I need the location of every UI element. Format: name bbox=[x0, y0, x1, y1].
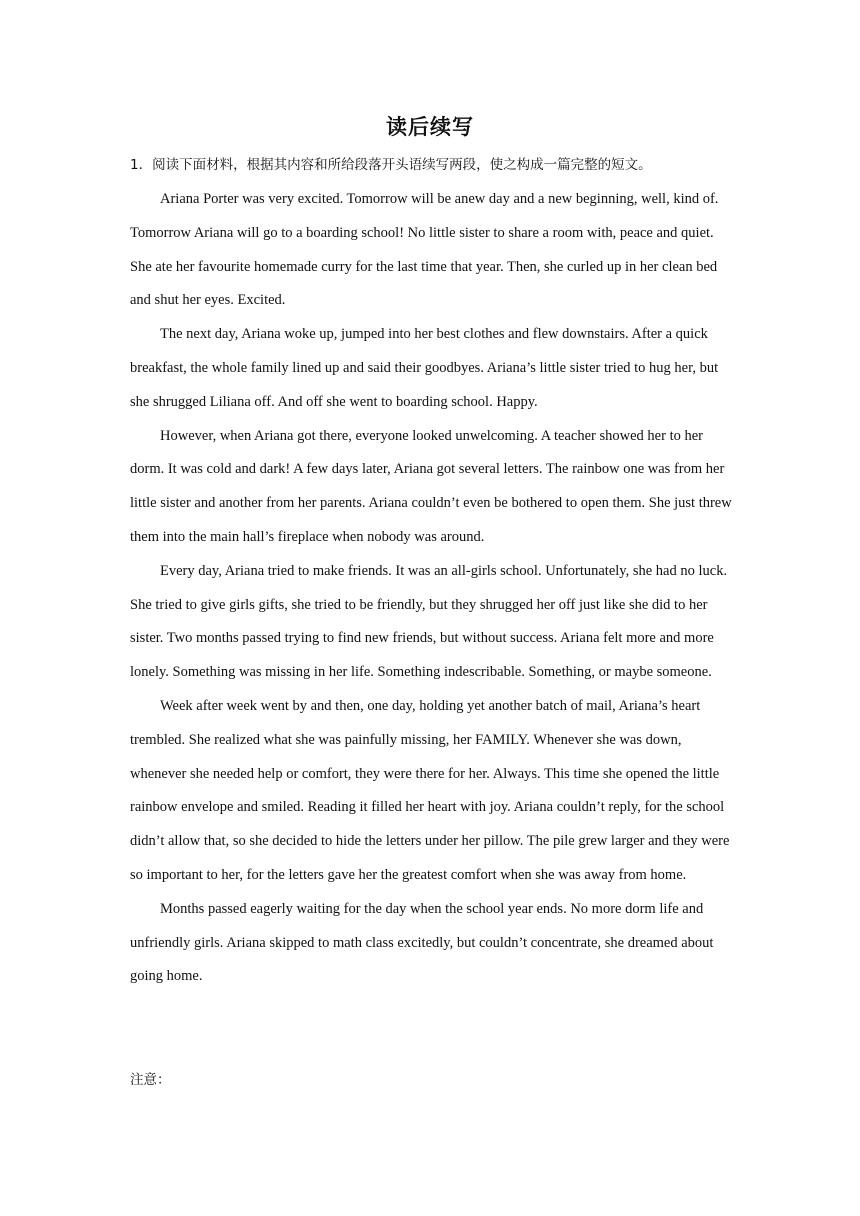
notice-label: 注意： bbox=[130, 1072, 171, 1088]
passage-paragraph-3: However, when Ariana got there, everyone looked unwelcoming. A teacher showed her to her dorm. It was cold and dark! A few days later, Ariana got several letters. The rainbow one was from her little sister and another from her parents. Ariana couldn’t even be bothered to open them. She just threw them into the main hall’s fireplace when nobody was around. bbox=[130, 427, 732, 545]
document-title: 读后续写 bbox=[386, 115, 474, 139]
passage-paragraph-1: Ariana Porter was very excited. Tomorrow will be anew day and a new beginning, well, kind of. Tomorrow Ariana will go to a boarding school! No little sister to share a room with, peace and quiet. She ate her favourite homemade curry for the last time that year. Then, she curled up in her clean bed and shut her eyes. Excited. bbox=[130, 191, 719, 309]
passage-paragraph-4: Every day, Ariana tried to make friends. It was an all-girls school. Unfortunately, she had no luck. She tried to give girls gifts, she tried to be friendly, but they shrugged her off just like she did to her sister. Two months passed trying to find new friends, but without success. Ariana felt more and more lonely. Something was missing in her life. Something indescribable. Something, or maybe someone. bbox=[130, 562, 728, 681]
reading-passage bbox=[130, 183, 732, 994]
passage-paragraph-6: Months passed eagerly waiting for the day when the school year ends. No more dorm life and unfriendly girls. Ariana skipped to math class excitedly, but couldn’t concentrate, she dreamed about going home. bbox=[130, 900, 714, 985]
question-instruction: 1．阅读下面材料，根据其内容和所给段落开头语续写两段，使之构成一篇完整的短文。 bbox=[130, 157, 652, 173]
passage-paragraph-5: Week after week went by and then, one day, holding yet another batch of mail, Ariana’s heart trembled. She realized what she was painfully missing, her FAMILY. Whenever she was down, whenever she needed help or comfort, they were there for her. Always. This time she opened the little rainbow envelope and smiled. Reading it filled her heart with joy. Ariana couldn’t reply, for the school didn’t allow that, so she decided to hide the letters under her pillow. The pile grew larger and they were so important to her, for the letters gave her the greatest comfort when she was away from home. bbox=[130, 697, 730, 883]
passage-paragraph-2: The next day, Ariana woke up, jumped into her best clothes and flew downstairs. After a quick breakfast, the whole family lined up and said their goodbyes. Ariana’s little sister tried to hug her, but she shrugged Liliana off. And off she went to boarding school. Happy. bbox=[130, 326, 719, 410]
